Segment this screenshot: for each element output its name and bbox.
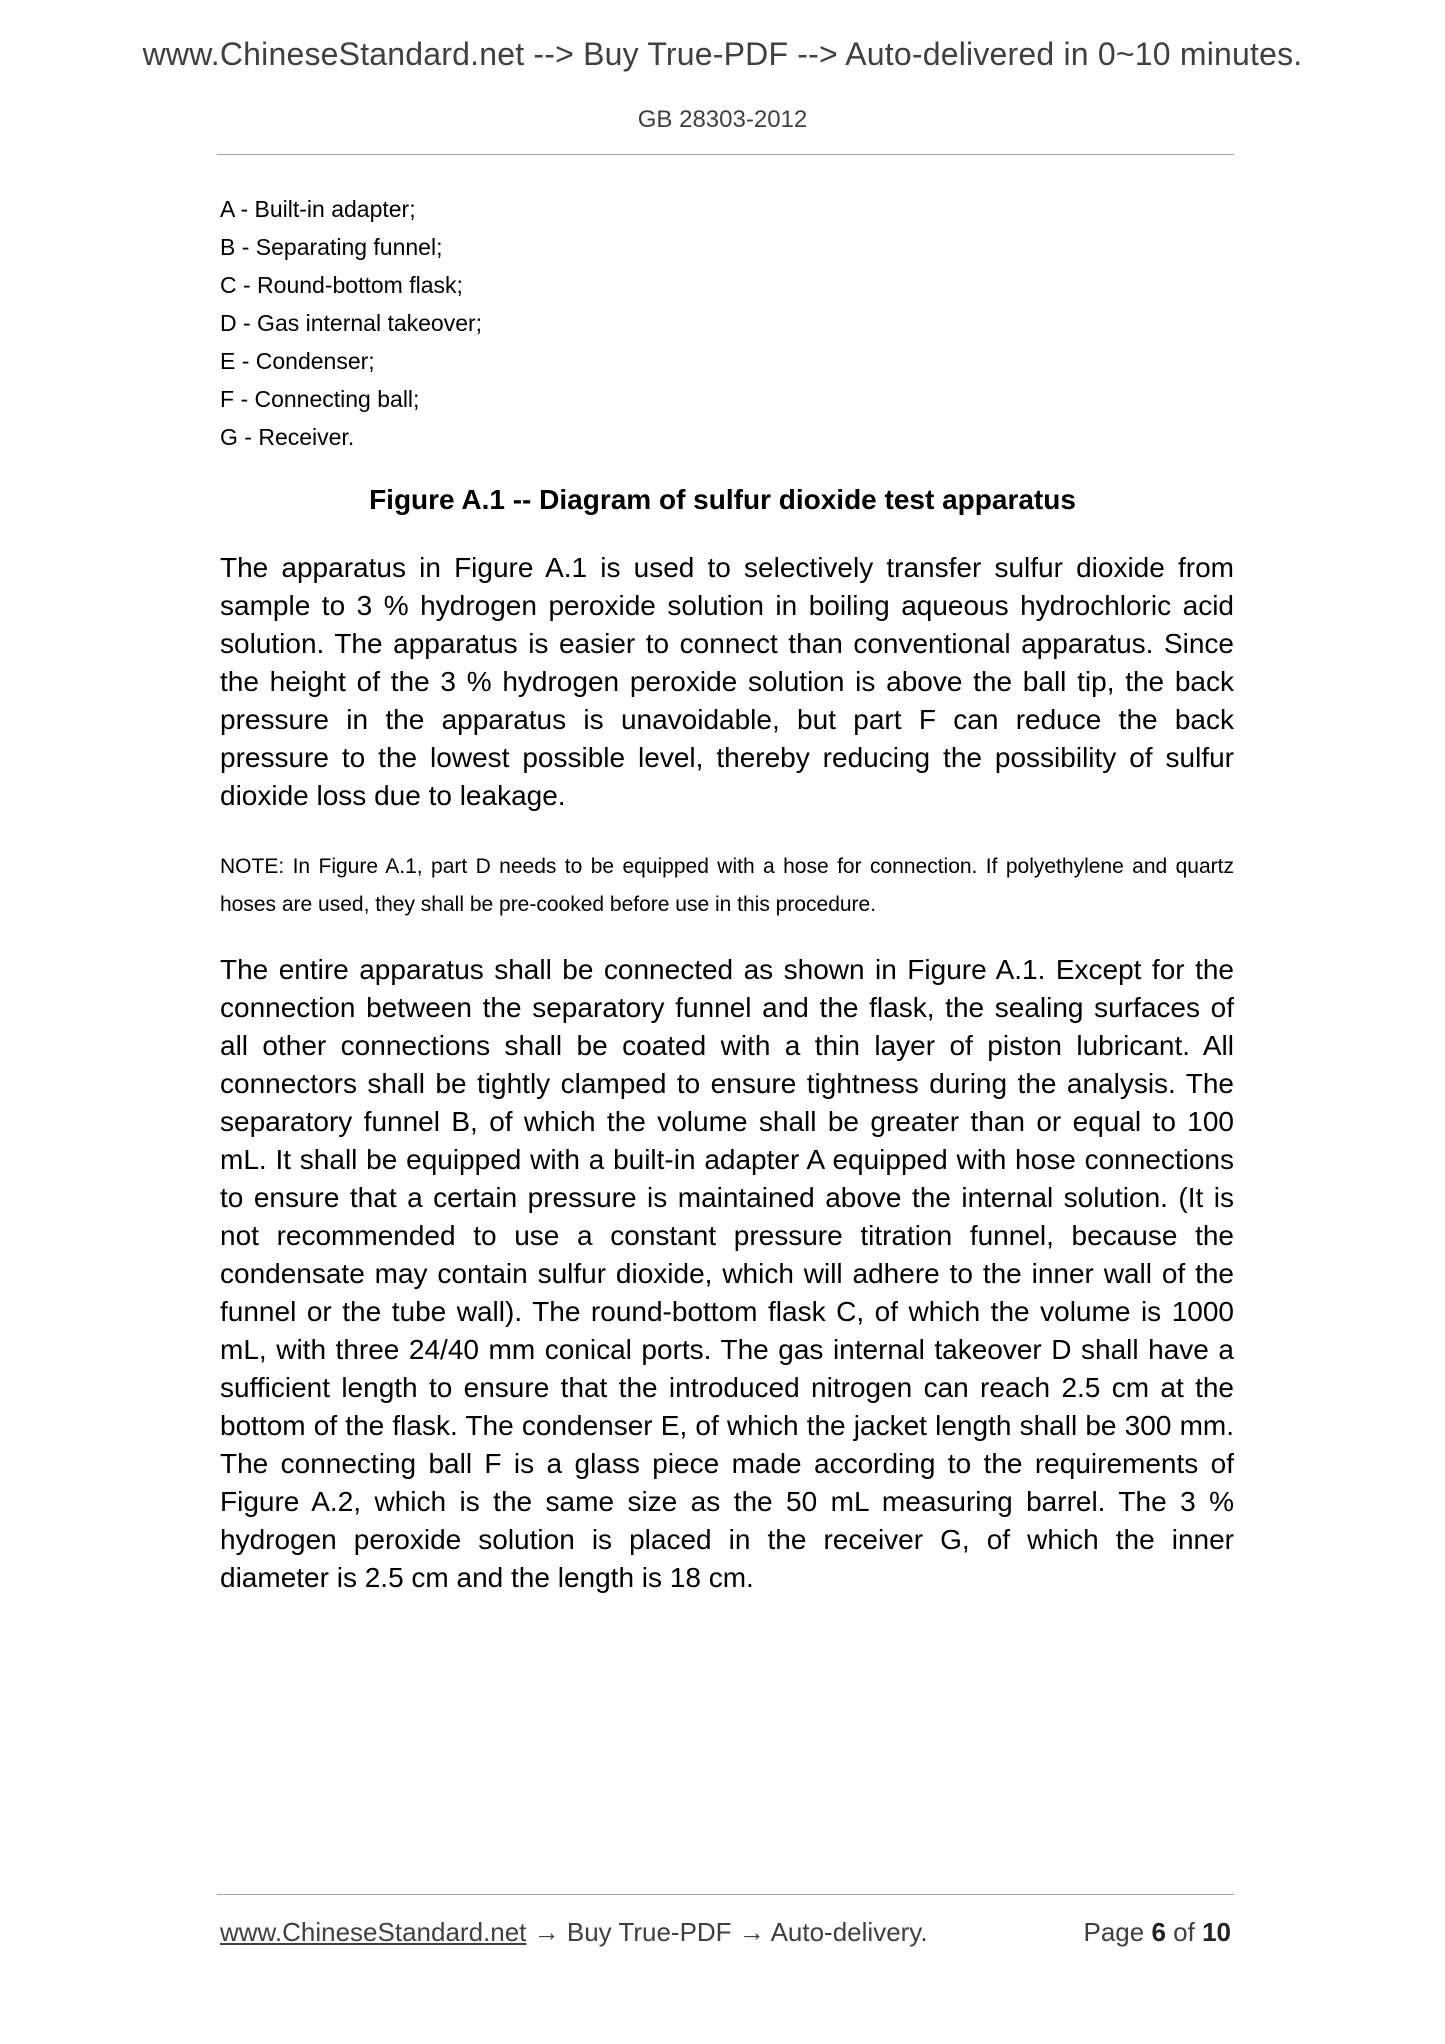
note-paragraph: NOTE: In Figure A.1, part D needs to be equipped with a hose for connection. If polyethylene and quartz hoses are used, they shall be pre-cooked before use in this procedure.	[220, 855, 1234, 916]
footer-site-link[interactable]: www.ChineseStandard.net	[220, 1917, 527, 1947]
legend-item-d: D - Gas internal takeover;	[220, 310, 483, 336]
page-current: 6	[1151, 1917, 1166, 1947]
figure-caption: Figure A.1 -- Diagram of sulfur dioxide test apparatus	[369, 484, 1076, 515]
legend-item-a: A - Built-in adapter;	[220, 196, 416, 222]
footer-tagline: → Buy True-PDF → Auto-delivery.	[526, 1917, 928, 1947]
site-banner: www.ChineseStandard.net --> Buy True-PDF --> Auto-delivered in 0~10 minutes.	[142, 36, 1303, 72]
page-total: 10	[1202, 1917, 1231, 1947]
standard-number-header: GB 28303-2012	[637, 106, 808, 133]
legend-item-e: E - Condenser;	[220, 348, 375, 374]
body-paragraph-1: The apparatus in Figure A.1 is used to selectively transfer sulfur dioxide from sample to 3 % hydrogen peroxide solution in boiling aqueous hydrochloric acid solution. The apparatus is easier to connect than conventional apparatus. Since the height of the 3 % hydrogen peroxide solution is above the ball tip, the back pressure in the apparatus is unavoidable, but part F can reduce the back pressure to the lowest possible level, thereby reducing the possibility of sulfur dioxide loss due to leakage.	[220, 552, 1234, 811]
body-paragraph-2: The entire apparatus shall be connected as shown in Figure A.1. Except for the connection between the separatory funnel and the flask, the sealing surfaces of all other connections shall be coated with a thin layer of piston lubricant. All connectors shall be tightly clamped to ensure tightness during the analysis. The separatory funnel B, of which the volume shall be greater than or equal to 100 mL. It shall be equipped with a built-in adapter A equipped with hose connections to ensure that a certain pressure is maintained above the internal solution. (It is not recommended to use a constant pressure titration funnel, because the condensate may contain sulfur dioxide, which will adhere to the inner wall of the funnel or the tube wall). The round-bottom flask C, of which the volume is 1000 mL, with three 24/40 mm conical ports. The gas internal takeover D shall have a sufficient length to ensure that the introduced nitrogen can reach 2.5 cm at the bottom of the flask. The condenser E, of which the jacket length shall be 300 mm. The connecting ball F is a glass piece made according to the requirements of Figure A.2, which is the same size as the 50 mL measuring barrel. The 3 % hydrogen peroxide solution is placed in the receiver G, of which the inner diameter is 2.5 cm and the length is 18 cm.	[220, 954, 1234, 1593]
legend-item-c: C - Round-bottom flask;	[220, 272, 463, 298]
figure-legend	[220, 190, 482, 456]
legend-item-f: F - Connecting ball;	[220, 386, 420, 412]
header-divider	[217, 154, 1234, 155]
legend-item-g: G - Receiver.	[220, 424, 355, 450]
footer-promo	[220, 1917, 928, 1948]
page-label: Page	[1083, 1917, 1145, 1947]
footer-divider	[217, 1894, 1234, 1895]
legend-item-b: B - Separating funnel;	[220, 234, 443, 260]
page-of-label: of	[1173, 1917, 1195, 1947]
page-footer	[220, 1917, 1231, 1953]
page-counter	[1083, 1917, 1231, 1948]
